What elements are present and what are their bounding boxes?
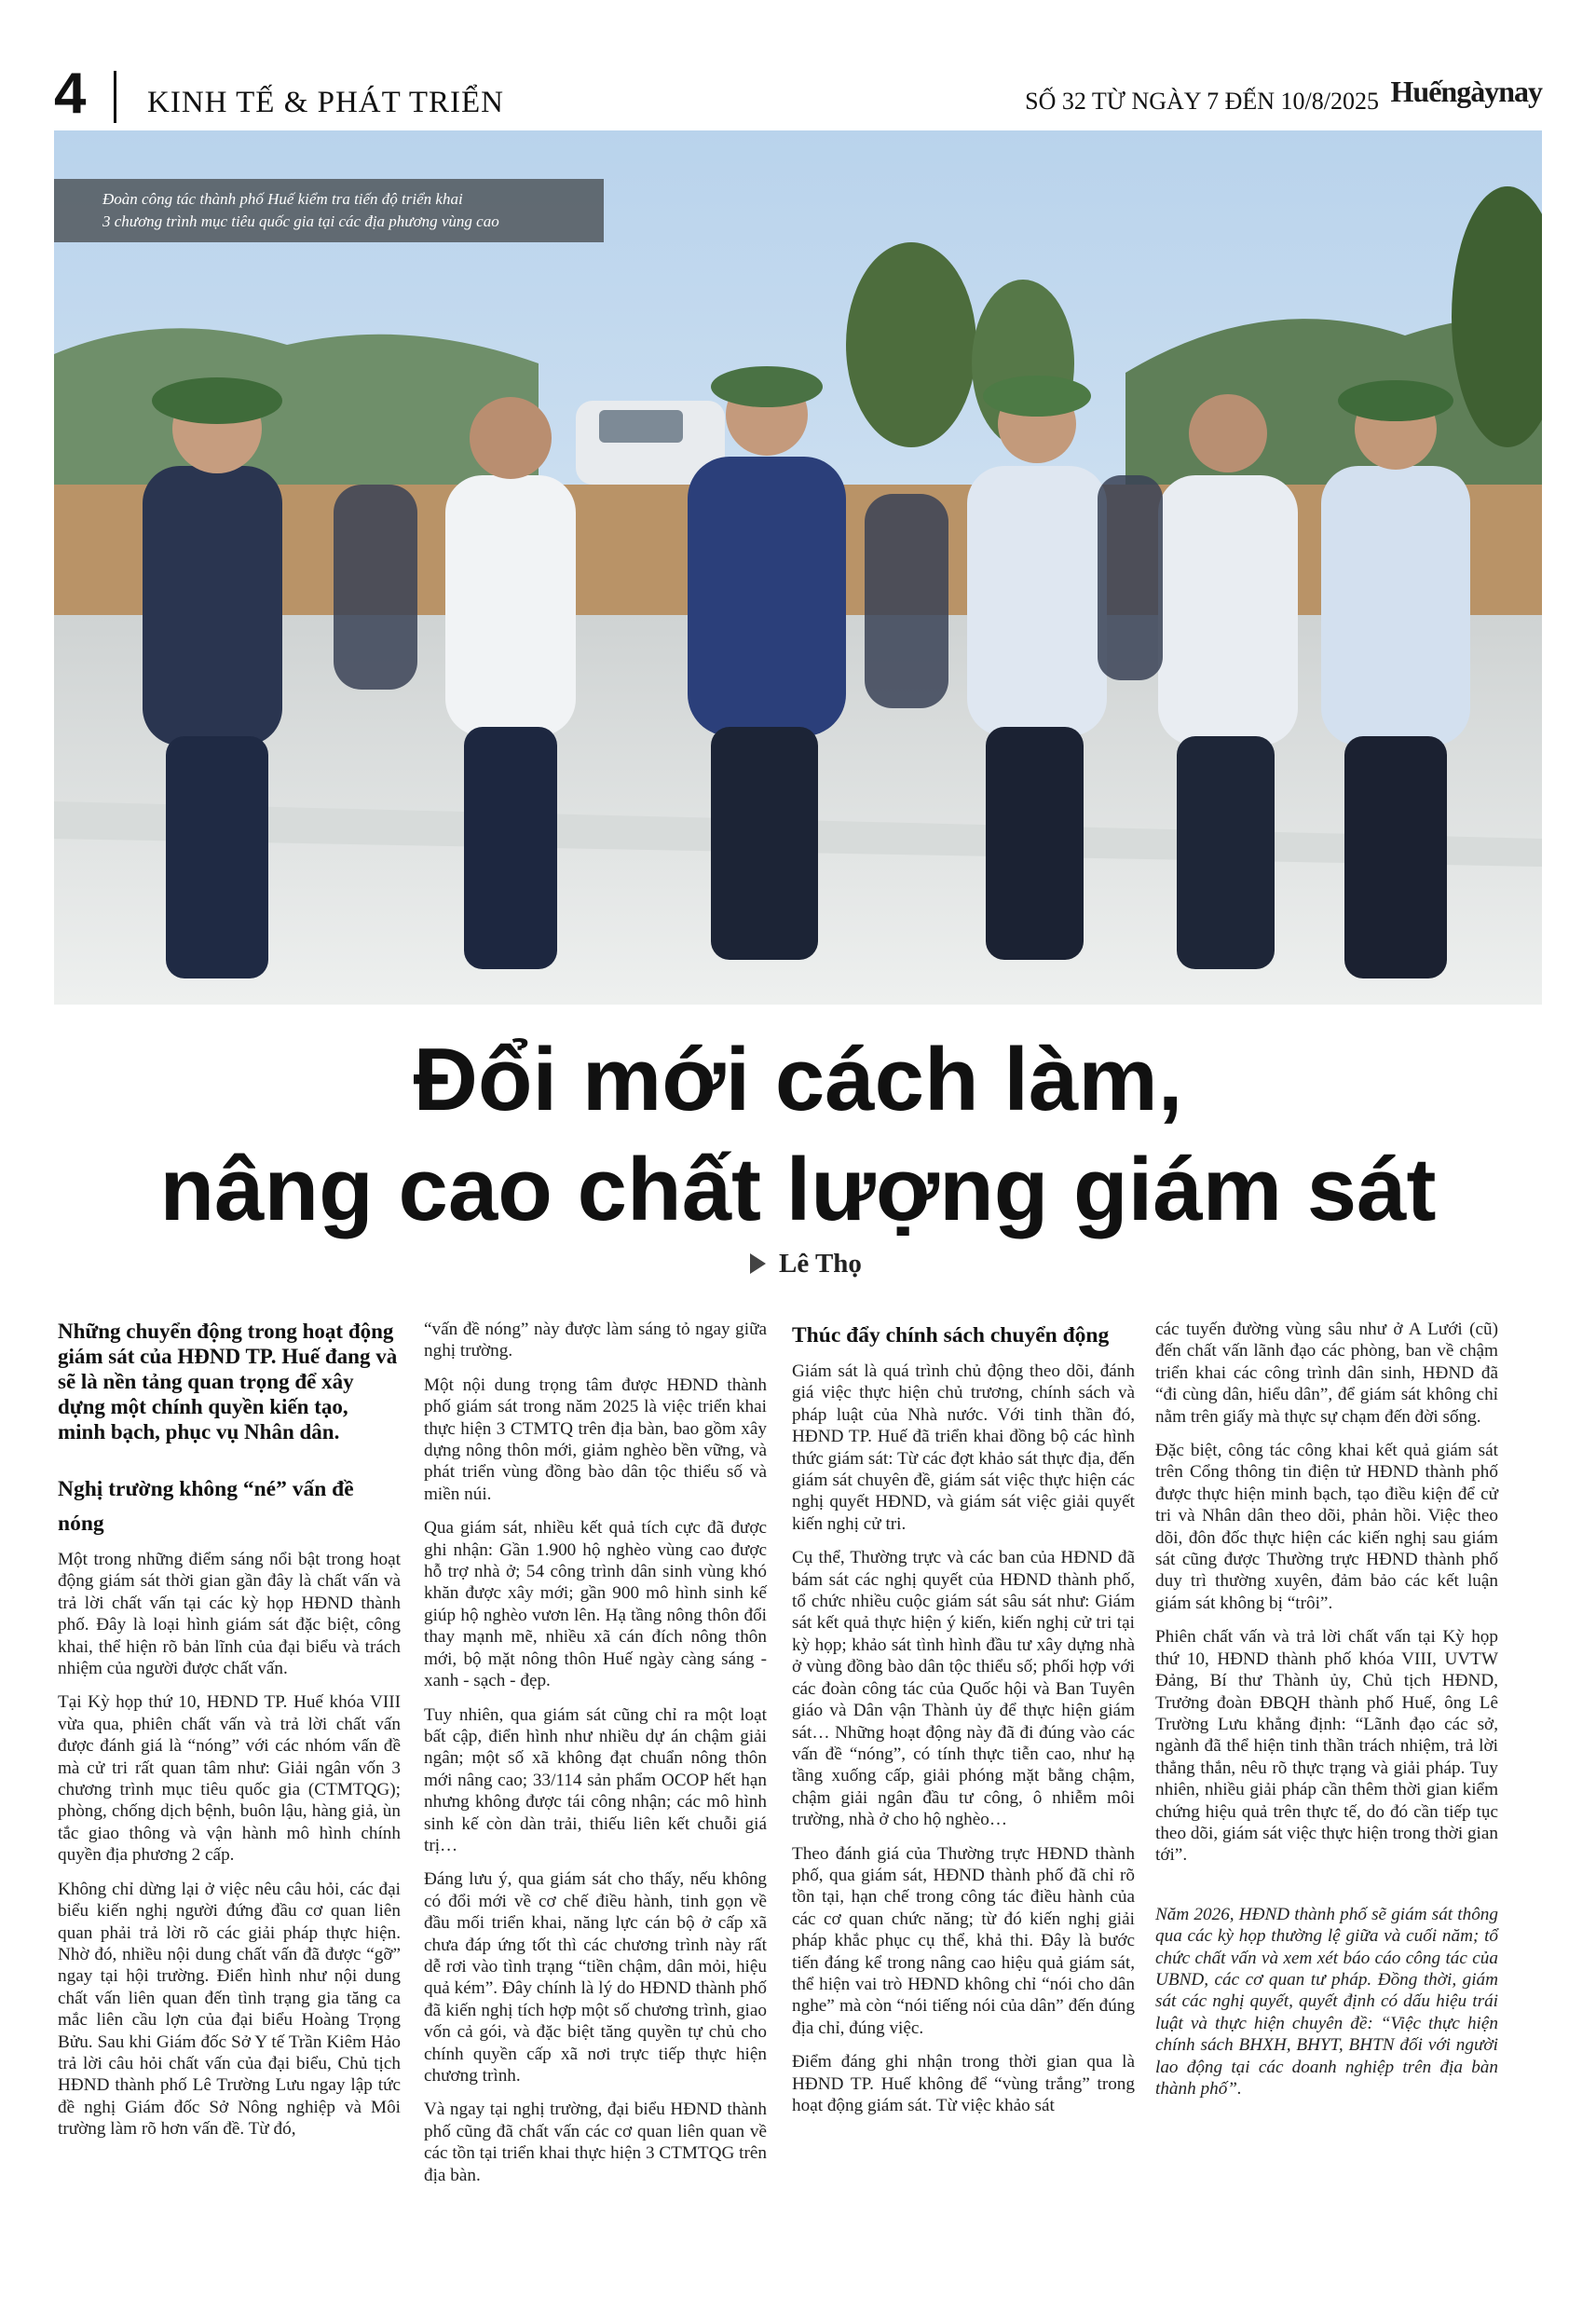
photo-caption: [54, 179, 604, 242]
closing-note: Năm 2026, HĐND thành phố sẽ giám sát thông qua các kỳ họp thường lệ giữa và cuối năm; tổ chức chất vấn và xem xét báo cáo công tác của UBND, các cơ quan tư pháp. Đồng thời, giám sát các nghị quyết, quyết định có dấu hiệu trái luật và thực hiện chuyên đề: “Việc thực hiện chính sách BHXH, BHYT, BHTN đối với người lao động tại các doanh nghiệp trên địa bàn thành phố”.: [1155, 1904, 1498, 2099]
article-lede: Những chuyển động trong hoạt động giám sát của HĐND TP. Huế đang và sẽ là nền tảng quan trọng để xây dựng một chính quyền kiến tạo, minh bạch, phục vụ Nhân dân.: [58, 1320, 398, 1443]
paragraph: Một nội dung trọng tâm được HĐND thành phố giám sát trong năm 2025 là việc triển khai thực hiện 3 CTMTQ trên địa bàn, bao gồm xây dựng nông thôn mới, giảm nghèo bền vững, và phát triển vùng đồng bào dân tộc thiểu số và miền núi.: [424, 1375, 767, 1504]
paragraph: Qua giám sát, nhiều kết quả tích cực đã được ghi nhận: Gần 1.900 hộ nghèo vùng cao được hỗ trợ nhà ở; 54 công trình dân sinh vùng khó khăn được xây mới; gần 900 mô hình sinh kế giúp hộ nghèo vươn lên. Hạ tầng nông thôn đổi thay mạnh mẽ, nhiều xã cán đích nông thôn mới, bộ mặt nông thôn Huế ngày càng sáng - xanh - sạch - đẹp.: [424, 1518, 767, 1691]
paragraph: Điểm đáng ghi nhận trong thời gian qua là HĐND TP. Huế không để “vùng trắng” trong hoạt động giám sát. Từ việc khảo sát: [792, 2052, 1135, 2115]
section-name: KINH TẾ & PHÁT TRIỂN: [147, 86, 504, 119]
issue-info: SỐ 32 TỪ NGÀY 7 ĐẾN 10/8/2025: [1025, 88, 1379, 115]
photo-caption-line2: 3 chương trình mục tiêu quốc gia tại các địa phương vùng cao: [102, 212, 499, 230]
author-name: Lê Thọ: [779, 1249, 862, 1279]
paragraph: Giám sát là quá trình chủ động theo dõi, đánh giá việc thực hiện chủ trương, chính sách và pháp luật của Nhà nước. Với tinh thần đó, HĐND TP. Huế đã triển khai đồng bộ các hình thức giám sát: Từ các đợt khảo sát thực địa, đến giám sát chuyên đề, giám sát việc thực hiện các nghị quyết HĐND, và giám sát việc giải quyết kiến nghị cử tri.: [792, 1361, 1135, 1534]
subheading-2: Thúc đẩy chính sách chuyển động: [792, 1323, 1110, 1348]
paragraph: Một trong những điểm sáng nổi bật trong hoạt động giám sát thời gian gần đây là chất vấn và trả lời chất vấn tại các kỳ họp HĐND thành phố. Đây là loại hình giám sát đặc biệt, công khai, thể hiện rõ bản lĩnh của đại biểu và trách nhiệm của người được chất vấn.: [58, 1550, 401, 1679]
article-column-2: [424, 1319, 767, 2198]
byline: [750, 1249, 862, 1279]
header-divider: [114, 71, 116, 123]
lead-photo-illustration: [54, 130, 1542, 1005]
masthead-logo: Huếngàynay: [1390, 75, 1542, 108]
paragraph: Phiên chất vấn và trả lời chất vấn tại Kỳ họp thứ 10, HĐND thành phố khóa VIII, UVTW Đảng, Bí thư Thành ủy, Chủ tịch HĐND, Trưởng đoàn ĐBQH thành phố Huế, ông Lê Trường Lưu khẳng định: “Lãnh đạo các sở, ngành đã thể hiện tinh thần trách nhiệm, trả lời thẳng thắn, nêu rõ thực trạng và giải pháp. Tuy nhiên, nhiều giải pháp cần thêm thời gian kiểm chứng hiệu quả trên thực tế, do đó cần tiếp tục theo dõi, giám sát việc thực hiện trong thời gian tới”.: [1155, 1627, 1498, 1866]
paragraph: Không chỉ dừng lại ở việc nêu câu hỏi, các đại biểu kiến nghị người đứng đầu cơ quan liên quan phải trả lời rõ các giải pháp thực hiện. Nhờ đó, nhiều nội dung chất vấn đã được “gỡ” ngay tại hội trường. Điển hình như nội dung chất vấn liên quan đến tình trạng gia tăng ca mắc liên cầu lợn của đại biểu Hoàng Trọng Bửu. Sau khi Giám đốc Sở Y tế Trần Kiêm Hảo trả lời câu hỏi chất vấn của đại biểu, Chủ tịch HĐND thành phố Lê Trường Lưu ngay lập tức đề nghị Giám đốc Sở Nông nghiệp và Môi trường làm rõ hơn vấn đề. Từ đó,: [58, 1879, 401, 2140]
article-title-line1: Đổi mới cách làm,: [413, 1030, 1183, 1129]
paragraph: Tuy nhiên, qua giám sát cũng chỉ ra một loạt bất cập, điển hình như nhiều dự án chậm giải ngân; một số xã không đạt chuẩn nông thôn mới nâng cao; 33/114 sản phẩm OCOP hết hạn nhưng không được tái công nhận; các mô hình sinh kế còn dàn trải, thiếu liên kết chuỗi giá trị…: [424, 1704, 767, 1855]
lead-photo: [54, 130, 1542, 1005]
paragraph: Tại Kỳ họp thứ 10, HĐND TP. Huế khóa VIII vừa qua, phiên chất vấn và trả lời chất vấn được đánh giá là “nóng” với các nhóm vấn đề mà cử tri rất quan tâm như: Giải ngân vốn 3 chương trình mục tiêu quốc gia (CTMTQG); phòng, chống dịch bệnh, buôn lậu, hàng giả, ùn tắc giao thông và vận hành mô hình chính quyền địa phương 2 cấp.: [58, 1692, 401, 1866]
article-title-line2: nâng cao chất lượng giám sát: [159, 1140, 1437, 1239]
article-column-3: [792, 1319, 1135, 2128]
paragraph: Và ngay tại nghị trường, đại biểu HĐND thành phố cũng đã chất vấn các cơ quan liên quan về các tồn tại triển khai thực hiện 3 CTMTQG trên địa bàn.: [424, 2100, 767, 2185]
article-column-4: [1155, 1319, 1498, 2112]
page-number: 4: [54, 62, 87, 126]
photo-caption-line1: Đoàn công tác thành phố Huế kiểm tra tiến độ triển khai: [102, 190, 463, 208]
paragraph: các tuyến đường vùng sâu như ở A Lưới (cũ) đến chất vấn lãnh đạo các phòng, ban về chậm triển khai các công trình dân sinh, HĐND đã “đi cùng dân, hiểu dân”, để giám sát không chỉ nằm trên giấy mà thực sự chạm đến đời sống.: [1155, 1320, 1498, 1427]
paragraph: Đáng lưu ý, qua giám sát cho thấy, nếu không có đổi mới về cơ chế điều hành, tinh gọn về đầu mối triển khai, năng lực cán bộ ở cấp xã chưa đáp ứng tốt thì các chương trình này rất dễ rơi vào tình trạng “tiền chậm, dân mỏi, hiệu quả kém”. Đây chính là lý do HĐND thành phố đã kiến nghị tích hợp một số chương trình, giao vốn cả gói, và đặc biệt tăng quyền tự chủ cho chính quyền cấp xã nơi trực tiếp thực hiện chương trình.: [424, 1869, 767, 2086]
paragraph: Cụ thể, Thường trực và các ban của HĐND đã bám sát các nghị quyết của HĐND thành phố, tổ chức nhiều cuộc giám sát sâu sát như: Giám sát kết quả thực hiện ý kiến, kiến nghị cử tri tại kỳ họp; khảo sát tình hình đầu tư xây dựng nhà ở vùng đồng bào dân tộc thiểu số; phối hợp với các đoàn công tác của Quốc hội và Ban Tuyên giáo và Dân vận Thành ủy để thực hiện giám sát… Những hoạt động này đã đi đúng vào các vấn đề “nóng”, có tính thực tiễn cao, như hạ tầng xuống cấp, giải phóng mặt bằng chậm, chậm giải ngân đầu tư công, ô nhiễm môi trường, nhà ở cho hộ nghèo…: [792, 1548, 1135, 1830]
paragraph: Theo đánh giá của Thường trực HĐND thành phố, qua giám sát, HĐND thành phố đã chỉ rõ tồn tại, hạn chế trong công tác điều hành của các cơ quan chức năng; từ đó kiến nghị giải pháp khắc phục cụ thể, khả thi. Đây là bước tiến đáng kể trong nâng cao hiệu quả giám sát, thể hiện vai trò HĐND không chỉ “nói cho dân nghe” mà còn “nói tiếng nói của dân” đến đúng địa chỉ, đúng việc.: [792, 1843, 1135, 2038]
paragraph: “vấn đề nóng” này được làm sáng tỏ ngay giữa nghị trường.: [424, 1320, 767, 1361]
play-triangle-icon: [750, 1253, 766, 1274]
subheading-1: Nghị trường không “né” vấn đề nóng: [58, 1477, 354, 1536]
paragraph: Đặc biệt, công tác công khai kết quả giám sát trên Cổng thông tin điện tử HĐND thành phố được thực hiện minh bạch, tạo điều kiện để cử tri và Nhân dân theo dõi, phản hồi. Việc theo dõi, đôn đốc thực hiện các kiến nghị sau giám sát cũng được Thường trực HĐND thành phố duy trì thường xuyên, đảm bảo các kết luận giám sát không bị “trôi”.: [1155, 1441, 1498, 1613]
article-column-1: [58, 1319, 401, 2153]
page-header: [54, 62, 1542, 130]
article-title: [54, 1025, 1542, 1245]
